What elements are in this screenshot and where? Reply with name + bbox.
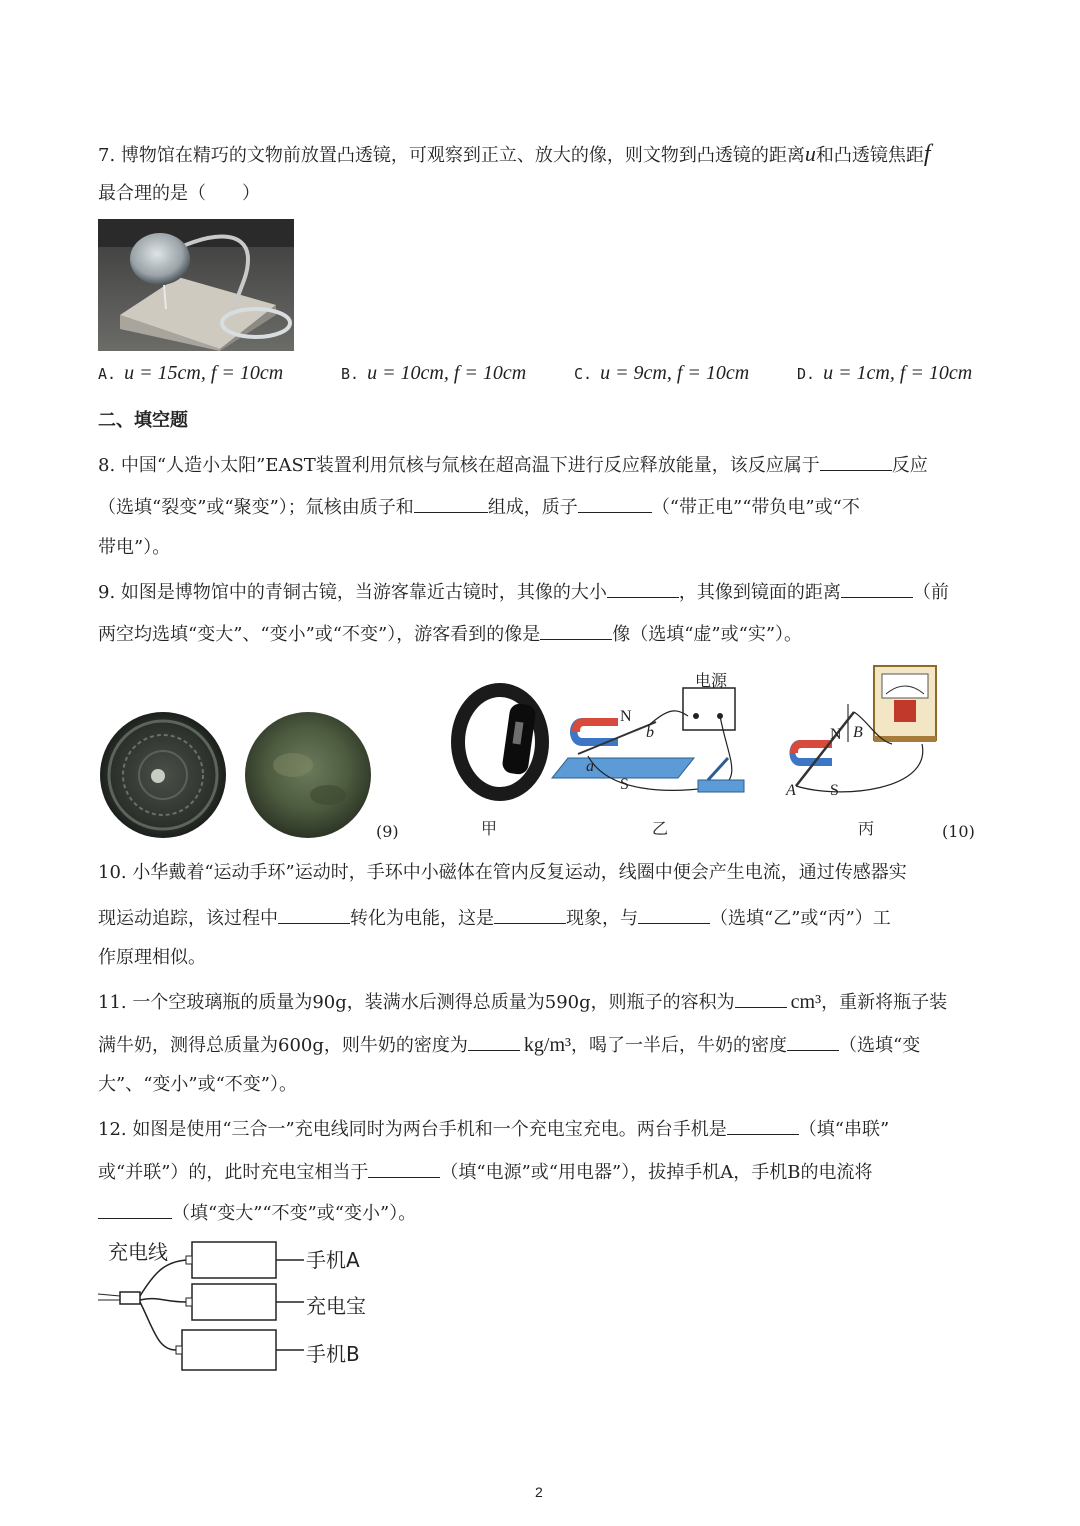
q11-line3: 大”、“变小”或“不变”）。: [98, 1074, 298, 1095]
q11-blank-2[interactable]: [468, 1032, 520, 1051]
fig-bing-b-label: B: [853, 724, 863, 741]
q8-blank-3[interactable]: [578, 494, 652, 513]
q12-line2: 或“并联”）的，此时充电宝相当于 （填“电源”或“用电器”），拔掉手机A，手机B的电流将: [98, 1159, 872, 1184]
q11-blank-3[interactable]: [787, 1032, 839, 1051]
unit-cm3: cm³: [790, 991, 822, 1013]
fitness-band-figure: [450, 682, 550, 812]
q7-option-c: C. u = 9cm, f = 10cm: [574, 362, 750, 384]
q10-blank-2[interactable]: [494, 905, 566, 924]
var-u: u: [804, 141, 816, 166]
q10-blank-3[interactable]: [638, 905, 710, 924]
q12-blank-3[interactable]: [98, 1200, 172, 1219]
q9-blank-3[interactable]: [540, 621, 612, 640]
q12-blank-2[interactable]: [368, 1159, 440, 1178]
q8-blank-2[interactable]: [414, 494, 488, 513]
q9-blank-1[interactable]: [607, 579, 679, 598]
section-title: 二、填空题: [98, 410, 188, 431]
power-source-label: 电源: [695, 671, 728, 690]
fig-yi-b-label: b: [646, 724, 654, 741]
fig-yi-n-label: N: [620, 708, 632, 725]
figure-yi-label: 乙: [652, 819, 669, 838]
q8-line3: 带电”）。: [98, 537, 171, 558]
fig-bing-n-label: N: [830, 726, 842, 743]
q12-blank-1[interactable]: [727, 1116, 799, 1135]
q9-line2: 两空均选填“变大”、“变小”或“不变”），游客看到的像是 像（选填“虚”或“实”）。: [98, 621, 802, 646]
q11-line2: 满牛奶，测得总质量为600g，则牛奶的密度为 kg/m³，喝了一半后，牛奶的密度 （选填“变: [98, 1034, 921, 1056]
q7-line2: 最合理的是（ ）: [98, 183, 260, 204]
cable-label: 充电线: [108, 1240, 168, 1264]
q7-line1: 7. 博物馆在精巧的文物前放置凸透镜，可观察到正立、放大的像，则文物到凸透镜的距离u和凸透镜焦距f: [98, 141, 931, 167]
unit-kg-m3: kg/m³: [523, 1034, 571, 1056]
q7-option-d: D. u = 1cm, f = 10cm: [797, 362, 973, 384]
q12-line1: 12. 如图是使用“三合一”充电线同时为两台手机和一个充电宝充电。两台手机是 （填“串联”: [98, 1116, 889, 1141]
q7-option-a: A. u = 15cm, f = 10cm: [98, 362, 284, 384]
power-bank-label: 充电宝: [306, 1294, 366, 1318]
q8-blank-1[interactable]: [820, 452, 892, 471]
figure-jia-label: 甲: [481, 819, 498, 838]
q9-blank-2[interactable]: [841, 579, 913, 598]
q12-line3: （填“变大”“不变”或“变小”）。: [98, 1200, 416, 1225]
fig-yi-s-label: S: [620, 776, 629, 793]
figure-10-caption: (10): [942, 822, 975, 841]
q8-line1: 8. 中国“人造小太阳”EAST装置利用氘核与氚核在超高温下进行反应释放能量，该反应属于 反应: [98, 452, 928, 477]
page-number: 2: [535, 1484, 543, 1500]
figure-9-caption: (9): [376, 822, 399, 841]
fig-yi-a-label: a: [586, 758, 594, 775]
var-f: f: [923, 141, 931, 167]
q10-blank-1[interactable]: [278, 905, 350, 924]
q10-line2: 现运动追踪，该过程中 转化为电能，这是 现象，与 （选填“乙”或“丙”）工: [98, 905, 891, 930]
phone-b-label: 手机B: [306, 1342, 360, 1366]
q11-blank-1[interactable]: [735, 989, 787, 1008]
magnifier-photo: [98, 219, 294, 351]
q11-line1: 11. 一个空玻璃瓶的质量为90g，装满水后测得总质量为590g，则瓶子的容积为 cm³，重新将瓶子装: [98, 991, 948, 1013]
electromagnet-power-figure: [548, 668, 760, 806]
q10-line1: 10. 小华戴着“运动手环”运动时，手环中小磁体在管内反复运动，线圈中便会产生电流，通过传感器实: [98, 862, 907, 883]
q7-option-b: B. u = 10cm, f = 10cm: [341, 362, 527, 384]
bronze-mirror-back: [243, 710, 373, 840]
q8-line2: （选填“裂变”或“聚变”）；氚核由质子和 组成，质子 （“带正电”“带负电”或“不: [98, 494, 860, 519]
figure-bing-label: 丙: [858, 819, 875, 838]
fig-bing-s-label: S: [830, 782, 839, 799]
phone-a-label: 手机A: [306, 1248, 360, 1272]
bronze-mirror-front: [98, 710, 228, 840]
fig-bing-a-label: A: [786, 782, 796, 799]
q9-line1: 9. 如图是博物馆中的青铜古镜，当游客靠近古镜时，其像的大小 ，其像到镜面的距离 （前: [98, 579, 949, 604]
q10-line3: 作原理相似。: [98, 947, 206, 968]
